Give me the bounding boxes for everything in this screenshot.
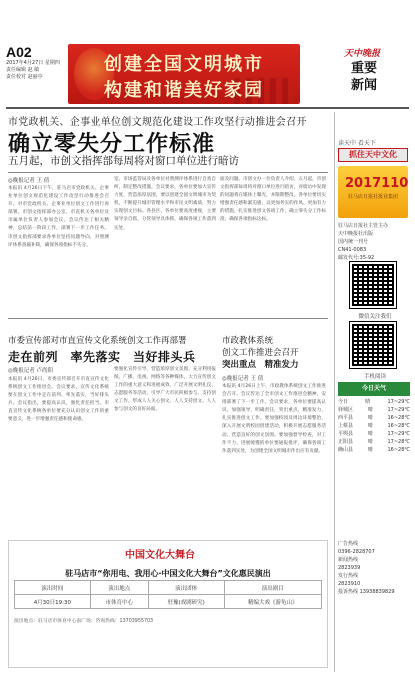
table-row — [15, 595, 322, 609]
article1-subheadline: 五月起，市创文指挥部每周将对窗口单位进行暗访 — [8, 155, 239, 167]
banner-slogan-line1: 创建全国文明城市 — [104, 54, 264, 75]
qr1-label: 微信关注我们 — [358, 314, 392, 320]
article3-headline — [222, 347, 332, 371]
weather-row: 驿城区 晴 17~29℃ — [338, 407, 410, 413]
contact-line: 2823939 — [338, 565, 361, 571]
article1-column2: 室、市场监管局及各单位对照测评体系进行自查自纠，制定整改措施。会议要求，各单位要加大宣传力度，营造浓厚氛围，要以创建全国文明城市为契机，不断提升城市管理水平和市民文明素质，努力实现创文目标。各县区、各单位要高度重视，主要领导亲自抓，分管领导具体抓，确保各项工作落到实处。 — [114, 177, 216, 231]
ad-schedule-table — [14, 580, 322, 609]
article3-byline: ◎晚报记者 王 倩 — [222, 376, 264, 382]
table-cell: 演出团体 — [148, 581, 224, 595]
editor-line: 责任编辑 赵 敏 — [6, 67, 40, 73]
article2-headline: 走在前列 率先落实 当好排头兵 — [8, 350, 196, 364]
article1-column3: 面及问题。市创文办一位负责人介绍，五月起，市创文指挥部每周将对窗口单位进行暗访，对暗访中发现的问题将在媒体上曝光，并限期整改。各单位要切实增强责任感和紧迫感，以更加务实的作风、更加有力的措施，扎实推进创文各项工作，确立零失分工作标准，确保各项指标达标。 — [220, 177, 326, 223]
weather-row: 上蔡县 晴 16~28℃ — [338, 423, 410, 429]
article2-column1: 本报讯 4月26日，市委宣传部召开市直宣传文化系统创文工作推进会。会议要求，宣传文化系统要在创文工作中走在前列、率先落实，当好排头兵。会议指出，要提高认识，强化责任担当。市直宣传文化系统各单位要充分认识创文工作的重要意义，进一步增强责任感和使命感。 — [8, 377, 109, 423]
wechat-qr-code-icon[interactable] — [350, 262, 396, 308]
sidebar-promo-text: 驻马店日报社报业集团 — [347, 194, 398, 200]
table-header-row — [15, 581, 322, 595]
weather-row: 确山县 晴 16~28℃ — [338, 447, 410, 453]
ad-logo: 中国文化大舞台 — [125, 550, 195, 561]
article1-kicker: 市党政机关、企事业单位创文规范化建设工作攻坚行动推进会召开 — [8, 117, 307, 128]
article3-kicker: 市政教体系统 — [222, 336, 274, 346]
section-title-line2: 新闻 — [350, 78, 377, 93]
contact-line: 投诉热线 13938839829 — [338, 589, 395, 595]
sidebar-promo-number: 2017110 — [345, 176, 409, 191]
ad-note: 演出地点：驻马店市体育中心南广场；咨询热线：13703955703 — [14, 619, 154, 624]
sidebar-label: 抓住天中文化 — [338, 148, 408, 162]
info-line: 邮发代号:35-92 — [338, 255, 375, 261]
table-cell: 演出剧目 — [224, 581, 322, 595]
table-cell: 演出时间 — [15, 581, 91, 595]
newspaper-brand-logo: 天中晚报 — [344, 49, 381, 59]
contact-line: 2823910 — [338, 581, 361, 587]
article1-byline: ◎晚报记者 王 倩 — [8, 178, 50, 184]
ad-title: 驻马店市“你用电、我用心·中国文化大舞台”文化惠民演出 — [65, 569, 271, 578]
contact-line: 广告热线 — [338, 541, 359, 547]
contact-line: 发行热线 — [338, 573, 359, 579]
article3-headline-line1: 创文工作推进会召开 — [222, 348, 299, 358]
info-line: 天中晚报社出版 — [338, 231, 374, 237]
article2-kicker: 市委宣传部对市直宣传文化系统创文工作再部署 — [8, 336, 187, 346]
weather-row: 今日 晴 17~29℃ — [338, 399, 410, 405]
proofreader-line: 责任校对 赵丽亭 — [6, 74, 43, 80]
banner-slogan-line2: 构建和谐美好家园 — [104, 80, 264, 101]
weather-row: 正阳县 晴 17~28℃ — [338, 439, 410, 445]
section-title-line1: 重要 — [350, 61, 377, 76]
header-divider — [6, 107, 409, 109]
table-cell: 4月30日19:30 — [15, 595, 91, 609]
qr2-label: 手机阅读 — [363, 374, 386, 380]
table-cell: 市体育中心 — [90, 595, 148, 609]
article2-byline: ◎晚报记者 卢尚阳 — [8, 368, 54, 374]
sidebar-promo-box — [338, 166, 408, 218]
publication-info — [338, 222, 410, 262]
info-line: 驻马店日报社主管主办 — [338, 223, 389, 229]
article3-column: 本报讯 4月26日上午，市政教体系统创文工作推进会召开。会议传达了全市创文工作推进会精神，安排部署了下一步工作。会议要求，各单位要提高认识，加强领导，明确责任，突出重点，精准发力，扎实推进创文工作。要加强校园及周边环境整治，深入开展文明校园创建活动，积极开展志愿服务活动，营造良好的创文氛围。要加强督导检查，对工作不力、进展缓慢的单位要通报批评，确保各项工作落到实处，为创建全国文明城市作出应有贡献。 — [222, 384, 326, 454]
contact-info — [338, 540, 410, 596]
edition-info — [6, 60, 66, 81]
table-cell: 驻豫(戏剧研究) — [148, 595, 224, 609]
mobile-qr-code-icon[interactable] — [350, 322, 396, 368]
section-title — [344, 60, 384, 94]
article1-headline: 确立零失分工作标准 — [8, 131, 216, 157]
date-line: 2017年4月27日 星期四 — [6, 60, 60, 66]
mid-divider — [8, 318, 328, 319]
weather-row: 平舆县 晴 17~29℃ — [338, 431, 410, 437]
sidebar-tagline: 读天中 看天下 — [338, 140, 376, 147]
weather-row: 西平县 晴 16~28℃ — [338, 415, 410, 421]
info-line: 国内统一刊号 — [338, 239, 369, 245]
campaign-banner — [68, 44, 300, 104]
article1-divider — [8, 172, 328, 173]
article1-column1: 本报讯 4月26日下午，驻马店市党政机关、企事业单位创文规范化建设工作攻坚行动推进会召开。对市党政机关、企事业单位创文工作进行再部署。市创文指挥部办公室、市直机关各单位及市属单位负责人参加会议。会议传达了相关精神，总结前一阶段工作，部署下一步工作任务。市创文指挥部要求各单位坚持问题导向，对照测评体系查漏补缺，确保各项指标不失分。 — [8, 186, 109, 248]
article2-column2: 要强化宣传引导，营造浓厚创文氛围。充分利用报纸、广播、电视、网络等各种媒体，大力宣传创文工作的重大意义和进展成效，广泛开展文明礼仪、志愿服务等活动，引导广大市民积极参与、支持创文工作，形成人人关心创文、人人支持创文、人人参与创文的良好局面。 — [114, 367, 216, 413]
table-cell: 精编大戏《游龟山》 — [224, 595, 322, 609]
contact-line: 0396-2828707 — [338, 549, 375, 555]
contact-line: 新闻热线 — [338, 557, 359, 563]
info-line: CN41-0083 — [338, 247, 367, 253]
table-cell: 演出地点 — [90, 581, 148, 595]
page-number: A02 — [6, 44, 32, 60]
weather-table — [338, 398, 410, 454]
article3-headline-line2: 突出重点 精准发力 — [222, 360, 299, 370]
weather-title: 今日天气 — [338, 382, 410, 396]
